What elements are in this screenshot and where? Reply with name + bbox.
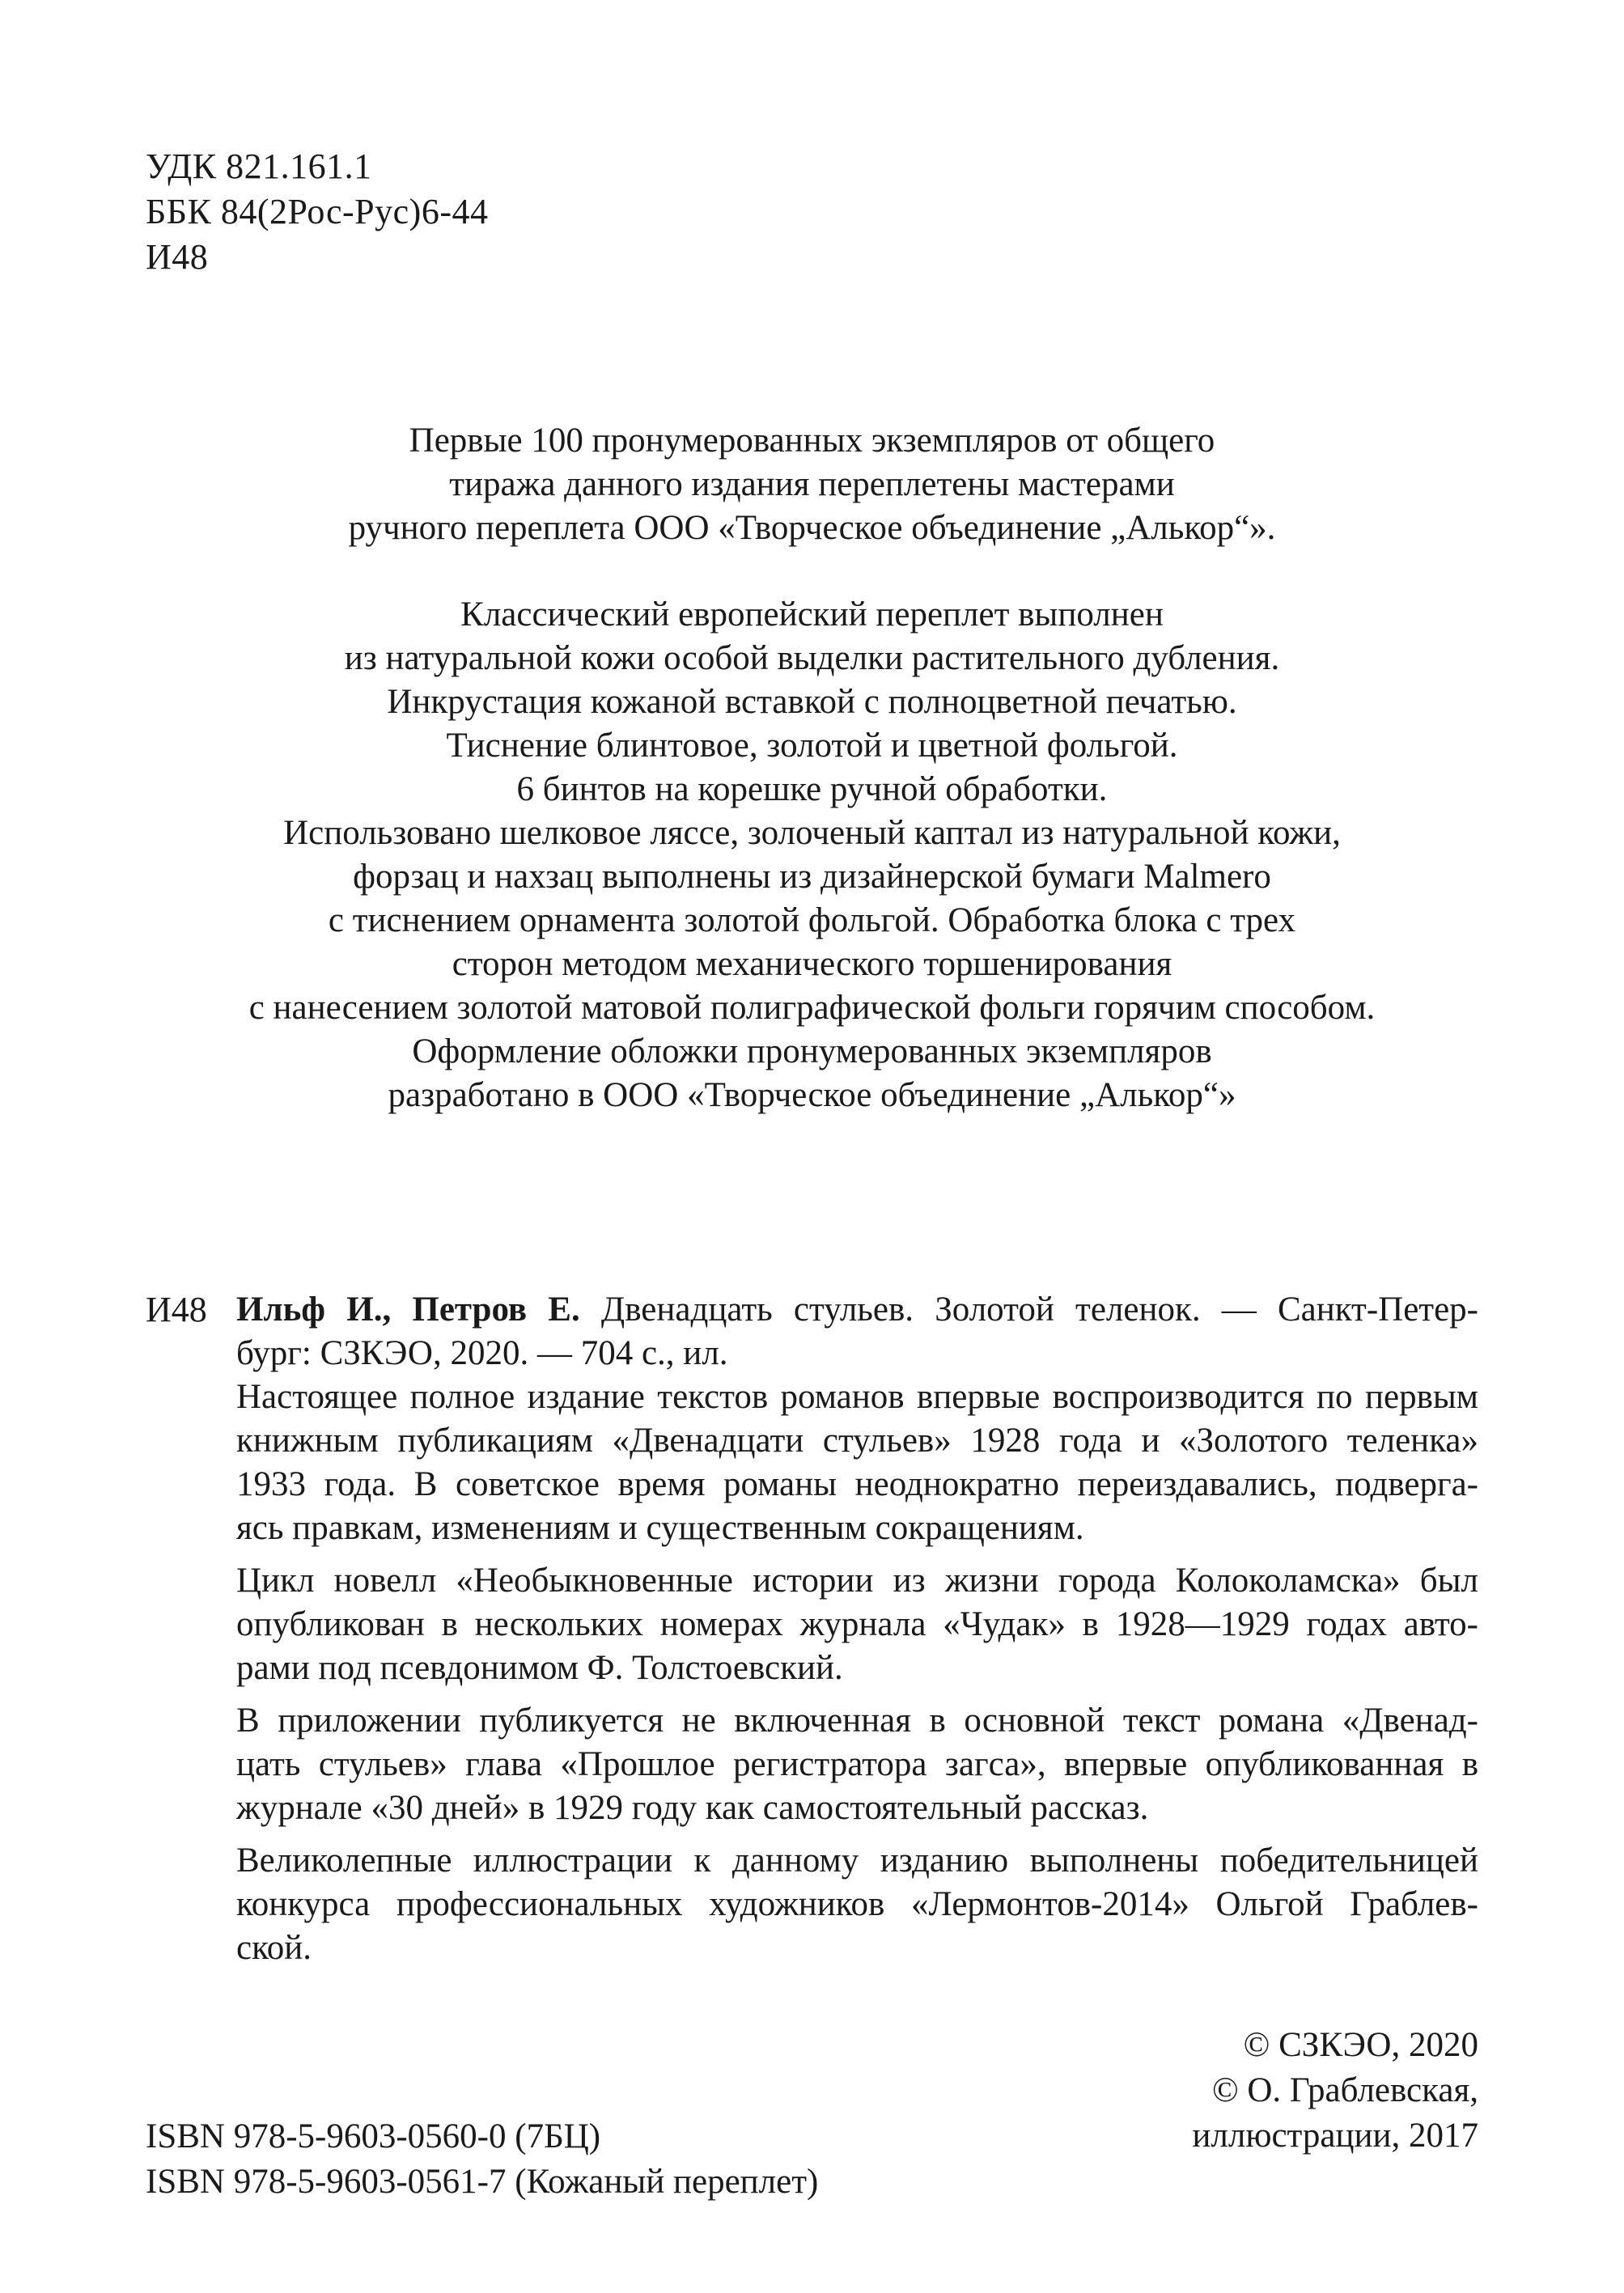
isbn-hardcover: ISBN 978-5-9603-0560-0 (7БЦ) bbox=[146, 2117, 601, 2155]
text-line: Цикл новелл «Необыкновенные истории из жизни города Колоколамска» был bbox=[236, 1562, 1478, 1600]
text-line: Классический европейский переплет выполнен bbox=[460, 596, 1164, 634]
record-publication-line: бург: СЗКЭО, 2020. — 704 с., ил. bbox=[236, 1334, 728, 1372]
record-heading bbox=[146, 1288, 1478, 1375]
text-line: ручного переплета ООО «Творческое объединение „Алькор“». bbox=[348, 509, 1276, 547]
publisher-copyright: © СЗКЭО, 2020 bbox=[1243, 2026, 1478, 2064]
bibliographic-record bbox=[146, 1288, 1478, 1970]
text-line: 6 бинтов на корешке ручной обработки. bbox=[516, 770, 1108, 808]
illustrator-copyright-detail: иллюстрации, 2017 bbox=[1192, 2117, 1478, 2155]
annotation-paragraph bbox=[236, 1375, 1478, 1550]
text-line: сторон методом механического торшенирования bbox=[452, 945, 1172, 983]
isbn-leather: ISBN 978-5-9603-0561-7 (Кожаный переплет) bbox=[146, 2163, 819, 2201]
record-title-line bbox=[236, 1288, 1478, 1332]
text-line: Настоящее полное издание текстов романов впервые воспроизводится по первым bbox=[236, 1378, 1478, 1416]
text-line: Великолепные иллюстрации к данному изданию выполнены победительницей bbox=[236, 1842, 1478, 1880]
record-annotation bbox=[146, 1375, 1478, 1970]
copyright-block bbox=[1192, 2023, 1478, 2159]
binding-notice-paragraph bbox=[146, 419, 1478, 550]
isbn-block bbox=[146, 2114, 818, 2205]
classification-codes bbox=[146, 144, 489, 280]
author-call-number: И48 bbox=[146, 237, 209, 277]
text-line: Тиснение блинтовое, золотой и цветной фольгой. bbox=[446, 727, 1178, 765]
illustrator-copyright: © О. Граблевская, bbox=[1211, 2071, 1478, 2109]
text-line: книжным публикациям «Двенадцати стульев» 1928 года и «Золотого теленка» bbox=[236, 1422, 1478, 1460]
text-line: разработано в ООО «Творческое объединение „Алькор“» bbox=[388, 1076, 1236, 1114]
text-line: ясь правкам, изменениям и существенным сокращениям. bbox=[236, 1509, 1084, 1547]
text-line: 1933 года. В советское время романы неоднократно переиздавались, подверга- bbox=[236, 1465, 1478, 1503]
text-line: тиража данного издания переплетены мастерами bbox=[449, 465, 1175, 503]
text-line: опубликован в нескольких номерах журнала «Чудак» в 1928—1929 годах авто- bbox=[236, 1605, 1478, 1643]
binding-description-paragraph bbox=[146, 593, 1478, 1117]
text-line: рами под псевдонимом Ф. Толстоевский. bbox=[236, 1649, 843, 1687]
record-authors: Ильф И., Петров Е. bbox=[236, 1291, 580, 1329]
udk-code: УДК 821.161.1 bbox=[146, 146, 372, 186]
text-line: с тиснением орнамента золотой фольгой. Обработка блока с трех bbox=[328, 901, 1296, 939]
record-title: Двенадцать стульев. Золотой теленок. — Санкт-Петер- bbox=[600, 1291, 1479, 1329]
text-line: Использовано шелковое ляссе, золоченый каптал из натуральной кожи, bbox=[283, 814, 1341, 852]
text-line: Инкрустация кожаной вставкой с полноцветной печатью. bbox=[387, 683, 1237, 721]
text-line: В приложении публикуется не включенная в основной текст романа «Двенад- bbox=[236, 1702, 1478, 1740]
text-line: Первые 100 пронумерованных экземпляров от общего bbox=[409, 422, 1215, 460]
text-line: журнале «30 дней» в 1929 году как самостоятельный рассказ. bbox=[236, 1789, 1149, 1827]
text-line: с нанесением золотой матовой полиграфической фольги горячим способом. bbox=[248, 989, 1376, 1027]
bbk-code: ББК 84(2Рос-Рус)6-44 bbox=[146, 192, 489, 231]
binding-notice bbox=[146, 419, 1478, 1117]
annotation-paragraph bbox=[236, 1839, 1478, 1970]
text-line: из натуральной кожи особой выделки растительного дубления. bbox=[344, 639, 1280, 677]
text-line: цать стульев» глава «Прошлое регистратора загса», впервые опубликованная в bbox=[236, 1745, 1478, 1783]
text-line: Оформление обложки пронумерованных экземпляров bbox=[412, 1032, 1212, 1070]
record-call-number: И48 bbox=[146, 1290, 207, 1329]
text-line: конкурса профессиональных художников «Лермонтов-2014» Ольгой Граблев- bbox=[236, 1885, 1478, 1923]
annotation-paragraph bbox=[236, 1559, 1478, 1690]
annotation-paragraph bbox=[236, 1699, 1478, 1830]
text-line: ской. bbox=[236, 1929, 312, 1967]
text-line: форзац и нахзац выполнены из дизайнерской бумаги Malmero bbox=[353, 858, 1271, 896]
